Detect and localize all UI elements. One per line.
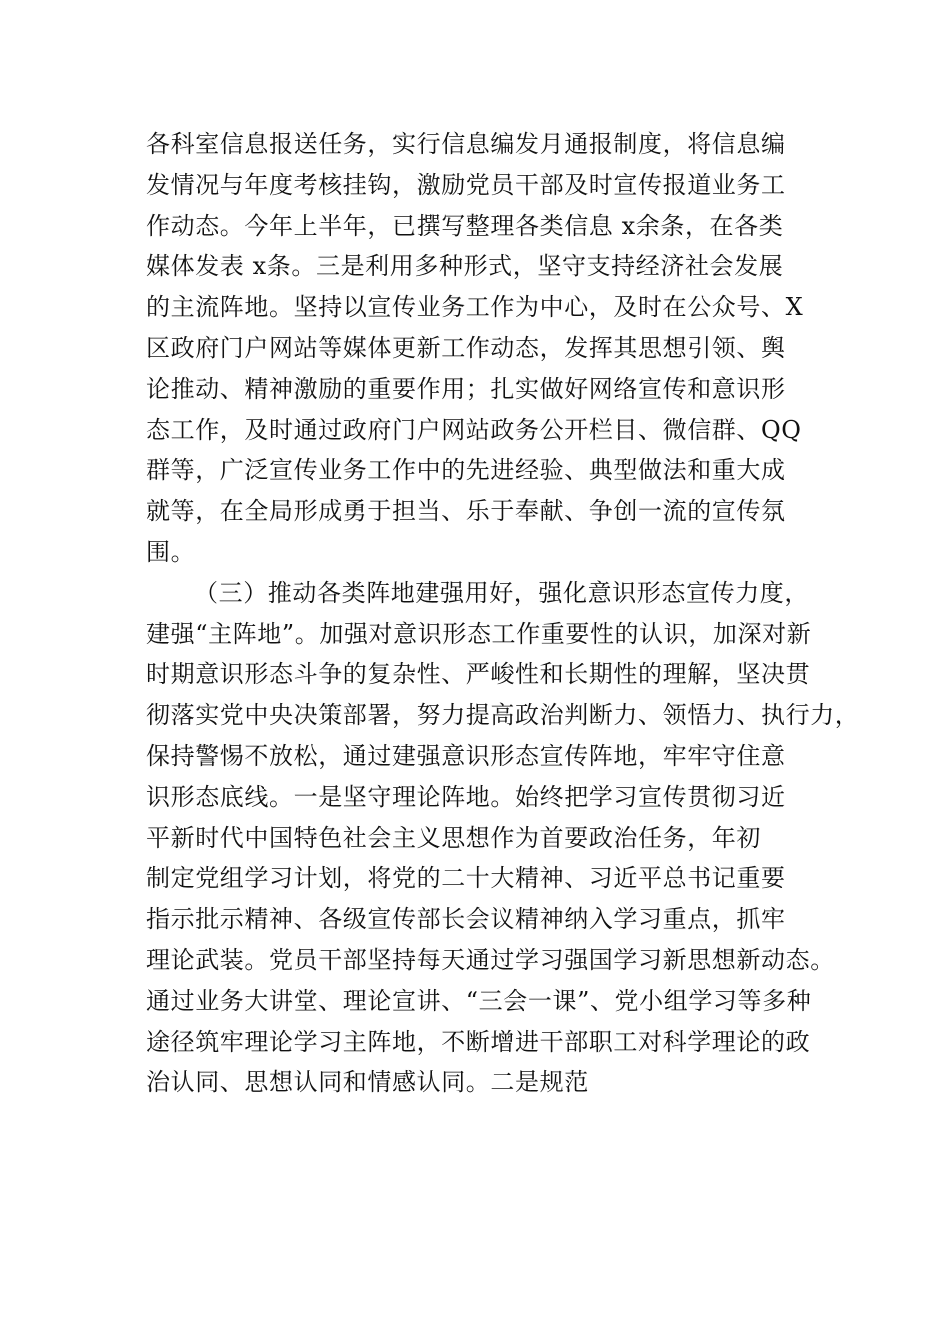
text-line: 各科室信息报送任务，实行信息编发月通报制度，将信息编 — [146, 130, 786, 158]
section-heading-line: （三）推动各类阵地建强用好，强化意识形态宣传力度， — [194, 578, 809, 607]
text-line: 围。 — [146, 537, 196, 566]
body-text — [146, 124, 860, 1103]
text-line: 态工作，及时通过政府门户网站政务公开栏目、微信群、QQ — [146, 415, 802, 444]
text-line: 媒体发表 x条。三是利用多种形式，坚守支持经济社会发展 — [146, 252, 784, 281]
text-line: 指示批示精神、各级宣传部长会议精神纳入学习重点，抓牢 — [146, 905, 786, 934]
text-line: 治认同、思想认同和情感认同。二是规范 — [146, 1068, 589, 1097]
text-line: 建强“主阵地”。加强对意识形态工作重要性的认识，加深对新 — [146, 619, 812, 648]
text-line: 途径筑牢理论学习主阵地，不断增进干部职工对科学理论的政 — [146, 1027, 811, 1056]
text-line: 平新时代中国特色社会主义思想作为首要政治任务，年初 — [146, 823, 761, 852]
text-line: 的主流阵地。坚持以宣传业务工作为中心，及时在公众号、X — [146, 293, 804, 322]
text-line: 区政府门户网站等媒体更新工作动态，发挥其思想引领、舆 — [146, 333, 786, 362]
text-line: 论推动、精神激励的重要作用；扎实做好网络宣传和意识形 — [146, 374, 786, 403]
text-line: 就等，在全局形成勇于担当、乐于奉献、争创一流的宣传氛 — [146, 497, 786, 526]
text-line: 通过业务大讲堂、理论宣讲、“三会一课”、党小组学习等多种 — [146, 986, 812, 1015]
text-line: 理论武装。党员干部坚持每天通过学习强国学习新思想新动态。 — [146, 945, 835, 974]
text-line: 制定党组学习计划，将党的二十大精神、习近平总书记重要 — [146, 864, 786, 893]
text-line: 识形态底线。一是坚守理论阵地。始终把学习宣传贯彻习近 — [146, 782, 786, 811]
text-line: 作动态。今年上半年，已撰写整理各类信息 x余条，在各类 — [146, 211, 784, 240]
text-line: 发情况与年度考核挂钩，激励党员干部及时宣传报道业务工 — [146, 170, 786, 199]
text-line: 群等，广泛宣传业务工作中的先进经验、典型做法和重大成 — [146, 456, 786, 485]
text-line: 时期意识形态斗争的复杂性、严峻性和长期性的理解，坚决贯 — [146, 660, 811, 689]
text-line: 保持警惕不放松，通过建强意识形态宣传阵地，牢牢守住意 — [146, 741, 786, 770]
text-line: 彻落实党中央决策部署，努力提高政治判断力、领悟力、执行力， — [146, 701, 860, 730]
